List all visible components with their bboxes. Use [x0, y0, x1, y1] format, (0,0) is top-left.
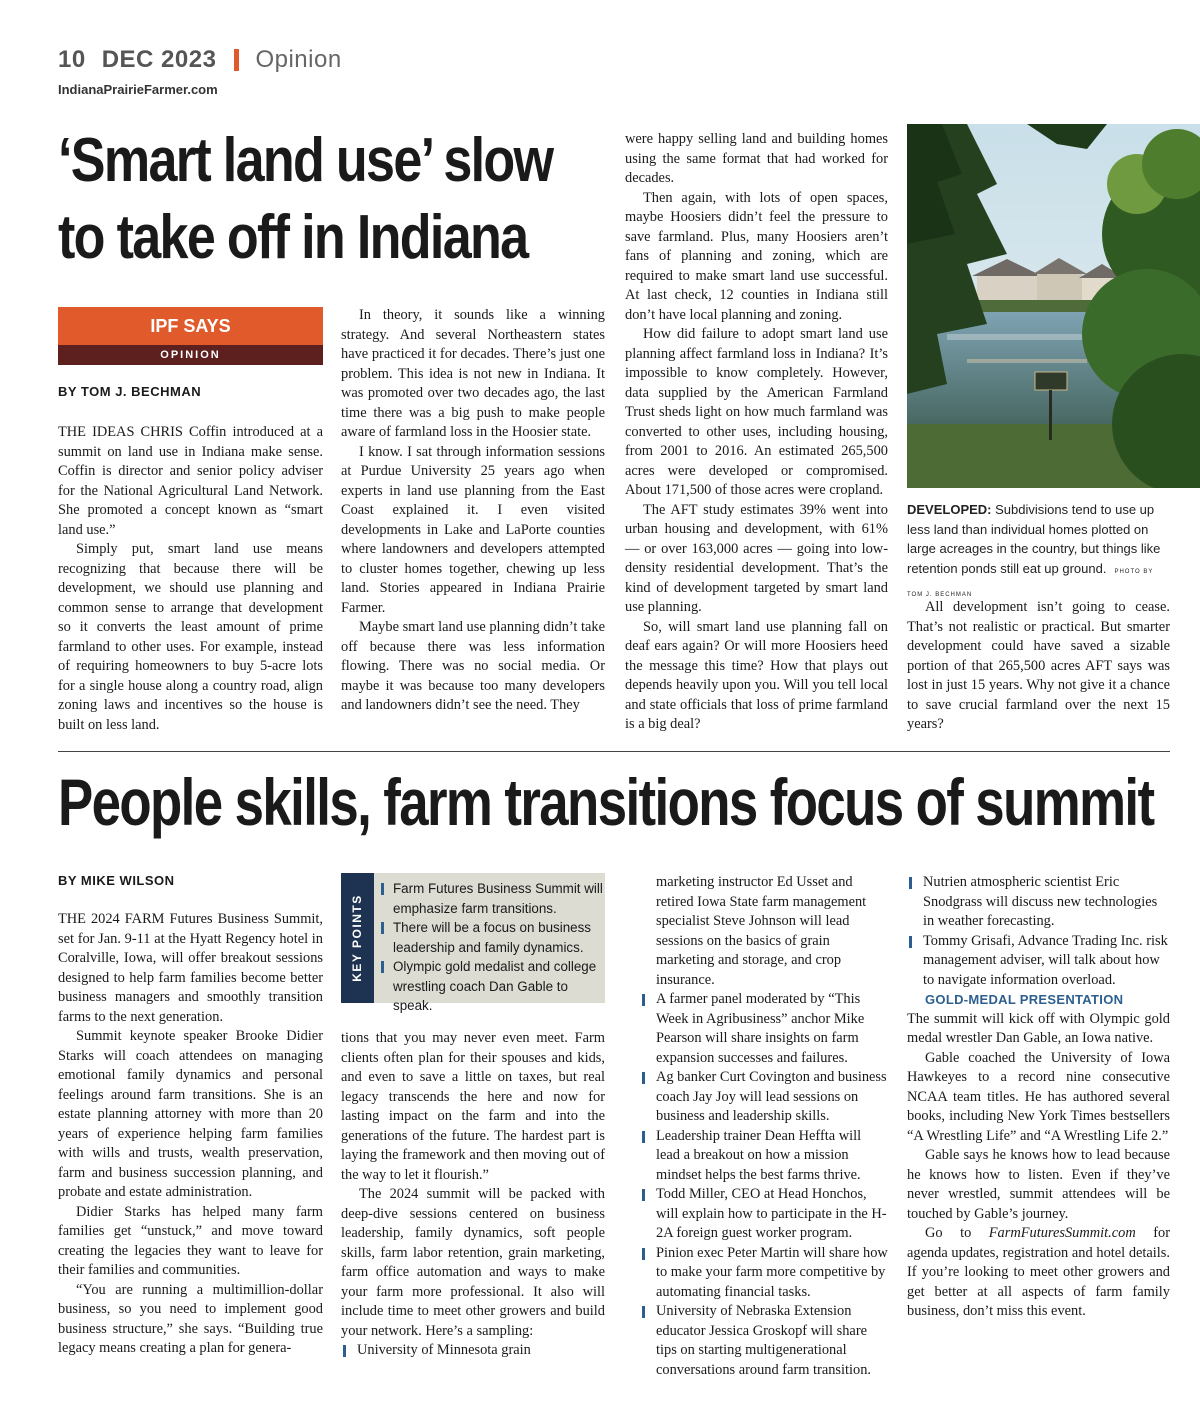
site-url[interactable]: IndianaPrairieFarmer.com — [58, 82, 218, 97]
bullet-marker — [642, 1131, 645, 1143]
article1-paragraph: So, will smart land use planning fall on deaf ears again? Or will more Hoosiers heed the message this time? How that plays out depends heavily upon you. Will you tell local and state officials that loss of prime farmland is a big deal? — [625, 618, 888, 732]
sampling-item-text: Ag banker Curt Covington and business coach Jay Joy will lead sessions on business and leadership skills. — [656, 1069, 887, 1124]
sampling-item-text: Nutrien atmospheric scientist Eric Snodgrass will discuss new technologies in weather forecasting. — [923, 874, 1158, 929]
key-points-label: KEY POINTS — [350, 894, 364, 982]
banner-subtitle: OPINION — [58, 345, 323, 365]
article2-paragraph: “You are running a multimillion-dollar business, so you need to implement good business structure,” she says. “Building true legacy means creating a plan for genera- — [58, 1281, 323, 1356]
key-point-item — [381, 918, 605, 957]
article2-paragraph: The summit will kick off with Olympic gold medal wrestler Dan Gable, an Iowa native. — [907, 1010, 1170, 1046]
folio — [58, 46, 342, 74]
key-point-item — [381, 957, 605, 1016]
banner-title: IPF SAYS — [58, 307, 323, 345]
article2-paragraph: Didier Starks has helped many farm families get “unstuck,” and move toward creating the legacies they want to leave for their families and communities. — [58, 1203, 323, 1278]
article2-column-2 — [341, 1029, 605, 1361]
sampling-item — [640, 990, 888, 1068]
article2-byline: BY MIKE WILSON — [58, 873, 175, 888]
photo-illustration — [907, 124, 1200, 488]
paragraph-text: Go to — [925, 1225, 989, 1241]
article2-paragraph: tions that you may never even meet. Farm clients often plan for their spouses and kids, and even to save a little on taxes, but real legacy transcends the here and now for lasting impact on the farm and into the generations of the future. The hardest part is laying the framework and then moving out of the way to let it flourish.” — [341, 1030, 605, 1183]
article2-paragraph — [907, 1224, 1170, 1322]
subdivision-pond-photo — [907, 124, 1200, 488]
article2-paragraph — [58, 910, 323, 1027]
key-point-text: Farm Futures Business Summit will emphasize farm transitions. — [393, 881, 603, 916]
sampling-item-text: University of Minnesota grain — [357, 1342, 531, 1358]
sampling-item — [640, 1185, 888, 1244]
lead-in: THE 2024 FARM — [58, 911, 165, 927]
article2-paragraph: Summit keynote speaker Brooke Didier Starks will coach attendees on managing emotional family dynamics and personal feelings around farm transitions. She is an estate planning attorney with more than 20 years of experience helping farm families with wills and trusts, wealth preservation, farm and business succession planning, and probate and estate administration. — [58, 1028, 323, 1200]
sampling-list — [341, 1341, 605, 1361]
bullet-marker — [642, 1072, 645, 1084]
summit-link[interactable]: FarmFuturesSummit.com — [988, 1225, 1136, 1241]
paragraph-text: Coffin introduced at a summit on land use in Indiana make sense. Coffin is director and senior policy adviser for the National Agricultural Land Network. She promoted a concept known as “smart land use.” — [58, 424, 323, 538]
sampling-item-text: Leadership trainer Dean Heffta will lead a breakout on how a mission mindset helps the best farms thrive. — [656, 1127, 862, 1183]
article1-byline: BY TOM J. BECHMAN — [58, 384, 202, 399]
article2-paragraph: Gable says he knows how to lead because he knows how to listen. Even if they’ve never wrestled, summit attendees will be touched by Gable’s journey. — [907, 1147, 1170, 1222]
bullet-marker — [642, 1248, 645, 1260]
bullet-marker — [642, 1189, 645, 1201]
sampling-item — [640, 1244, 888, 1303]
article1-paragraph: I know. I sat through information sessions at Purdue University 25 years ago when experts in land use planning from the East Coast explained it. I even visited developments in Lake and LaPorte counties where landowners and developers attempted to cluster homes together, chewing up less land. Stories appeared in Indiana Prairie Farmer. — [341, 443, 605, 616]
bullet-marker — [381, 922, 384, 934]
key-point-text: Olympic gold medalist and college wrestling coach Dan Gable to speak. — [393, 959, 597, 1013]
ipf-says-banner — [58, 307, 323, 365]
key-point-text: There will be a focus on business leadership and family dynamics. — [393, 920, 591, 955]
article1-column-4 — [907, 598, 1170, 735]
photo-credit: PHOTO BY TOM J. BECHMAN — [907, 568, 1154, 598]
article1-paragraph: The AFT study estimates 39% went into urban housing and development, with 61% — or over 163,000 acres — going into low-density residential development. That’s the kind of development targeted by smart land use planning. — [625, 501, 888, 615]
article1-paragraph: Maybe smart land use planning didn’t take off because there was less information flowing. There was no social media. Or maybe it was because too many developers and landowners didn’t see the need. They — [341, 619, 605, 713]
article2-paragraph: Gable coached the University of Iowa Hawkeyes to a record nine consecutive NCAA team titles. He has authored several books, including New York Times bestsellers “A Wrestling Life” and “A Wrestling Life 2.” — [907, 1049, 1170, 1144]
sampling-item-text: A farmer panel moderated by “This Week in Agribusiness” anchor Mike Pearson will share insights on farm expansion successes and failures. — [656, 991, 865, 1066]
article2-column-3 — [640, 873, 888, 1380]
article1-paragraph: were happy selling land and building homes using the same format that had worked for decades. — [625, 131, 888, 186]
sampling-item-text: Pinion exec Peter Martin will share how to make your farm more competitive by automating financial tasks. — [656, 1244, 888, 1300]
sampling-item-text: University of Nebraska Extension educator Jessica Groskopf will share tips on starting multigenerational conversations around farm transition. — [656, 1303, 872, 1378]
caption-text: Subdivisions tend to use up less land than individual homes plotted on large acreages in the country, but things like retention ponds still eat up ground. — [907, 502, 1161, 576]
key-points-sidebar — [341, 873, 374, 1003]
sampling-item-text: Tommy Grisafi, Advance Trading Inc. risk management adviser, will talk about how to navigate information overload. — [923, 932, 1168, 988]
sampling-item-text: Todd Miller, CEO at Head Honchos, will explain how to participate in the H-2A foreign guest worker program. — [656, 1186, 887, 1241]
sampling-item — [640, 1302, 888, 1380]
article1-paragraph: How did failure to adopt smart land use planning affect farmland loss in Indiana? It’s impossible to know completely. However, data supplied by the American Farmland Trust sheds light on how much farmland was converted to other uses, including housing, from 2001 to 2016. An estimated 265,500 acres were developed or compromised. About 171,500 of those acres were cropland. — [625, 326, 888, 498]
article1-paragraph — [58, 423, 323, 540]
article1-paragraph: Simply put, smart land use means recognizing that because there will be development, we should use planning and common sense to arrange that development so it converts the least amount of prime farmland to other uses. For example, instead of requiring homeowners to buy 5-acre lots for a single house along a country road, align zoning laws and incentives so the house is built on less land. — [58, 541, 323, 733]
article1-column-3 — [625, 130, 888, 735]
subhead-gold-medal: GOLD-MEDAL PRESENTATION — [925, 992, 1124, 1007]
sampling-item — [640, 1068, 888, 1127]
sampling-item — [341, 1341, 605, 1361]
bullet-marker — [642, 994, 645, 1006]
folio-divider — [234, 49, 239, 71]
headline-line-2: to take off in Indiana — [58, 203, 528, 272]
article1-paragraph: In theory, it sounds like a winning strategy. And several Northeastern states have practiced it for decades. There’s just one problem. This idea is not new in Indiana. It was promoted over two decades ago, the last time there was a big push to make people aware of farmland loss in the Hoosier state. — [341, 307, 605, 440]
headline-line-1: ‘Smart land use’ slow — [58, 126, 553, 195]
paragraph-text: Futures Business Summit, set for Jan. 9-11 at the Hyatt Regency hotel in Coralville, Iowa, will offer breakout sessions designed to help farm families become better business managers and smoothly transition farms to the next generation. — [58, 911, 324, 1025]
page-number: 10 — [58, 46, 86, 73]
sampling-item — [907, 932, 1170, 991]
article-divider — [58, 751, 1170, 752]
key-points-list — [381, 879, 605, 1016]
sampling-list — [640, 990, 888, 1380]
article1-column-1 — [58, 423, 323, 735]
sampling-item-continued: marketing instructor Ed Usset and retired Iowa State farm management specialist Steve Johnson will lead sessions on the basics of grain marketing and storage, and crop insurance. — [656, 874, 867, 988]
bullet-marker — [381, 961, 384, 973]
key-points-box — [341, 873, 605, 1013]
caption-label: DEVELOPED: — [907, 502, 992, 517]
article2-headline: People skills, farm transitions focus of summit — [58, 765, 1154, 839]
sampling-list — [907, 873, 1170, 990]
article1-column-2 — [341, 306, 605, 716]
bullet-marker — [343, 1345, 346, 1357]
key-point-item — [381, 879, 605, 918]
paragraph-text: for agenda updates, registration and hotel details. If you’re looking to meet other growers and get better at all aspects of farm family business, don’t miss this event. — [907, 1225, 1170, 1319]
article1-paragraph: Then again, with lots of open spaces, maybe Hoosiers didn’t feel the pressure to save farmland. Plus, many Hoosiers aren’t fans of planning and zoning, which are required to make smart land use successful. At last check, 12 counties in Indiana still don’t have local planning and zoning. — [625, 189, 888, 323]
bullet-marker — [381, 883, 384, 895]
bullet-marker — [909, 877, 912, 889]
article1-headline — [58, 122, 553, 276]
sampling-item — [640, 1127, 888, 1186]
article2-column-4 — [907, 873, 1170, 1322]
issue-date: DEC 2023 — [101, 46, 217, 73]
bullet-marker — [909, 936, 912, 948]
article2-paragraph: The 2024 summit will be packed with deep-dive sessions centered on business leadership, family dynamics, soft people skills, farm labor retention, grain marketing, farm office automation and ways to make your farm more professional. It also will include time to meet other growers and build your network. Here’s a sampling: — [341, 1186, 605, 1339]
section-name: Opinion — [255, 46, 342, 73]
sampling-item — [907, 873, 1170, 932]
article1-paragraph: All development isn’t going to cease. That’s not realistic or practical. But smarter development could have saved a sizable portion of that 265,500 acres AFT says was lost in just 15 years. Why not give it a chance to save crucial farmland over the next 15 years? — [907, 599, 1170, 732]
lead-in: THE IDEAS CHRIS — [58, 424, 183, 440]
bullet-marker — [642, 1306, 645, 1318]
photo-caption — [907, 500, 1169, 606]
article2-column-1 — [58, 910, 323, 1359]
